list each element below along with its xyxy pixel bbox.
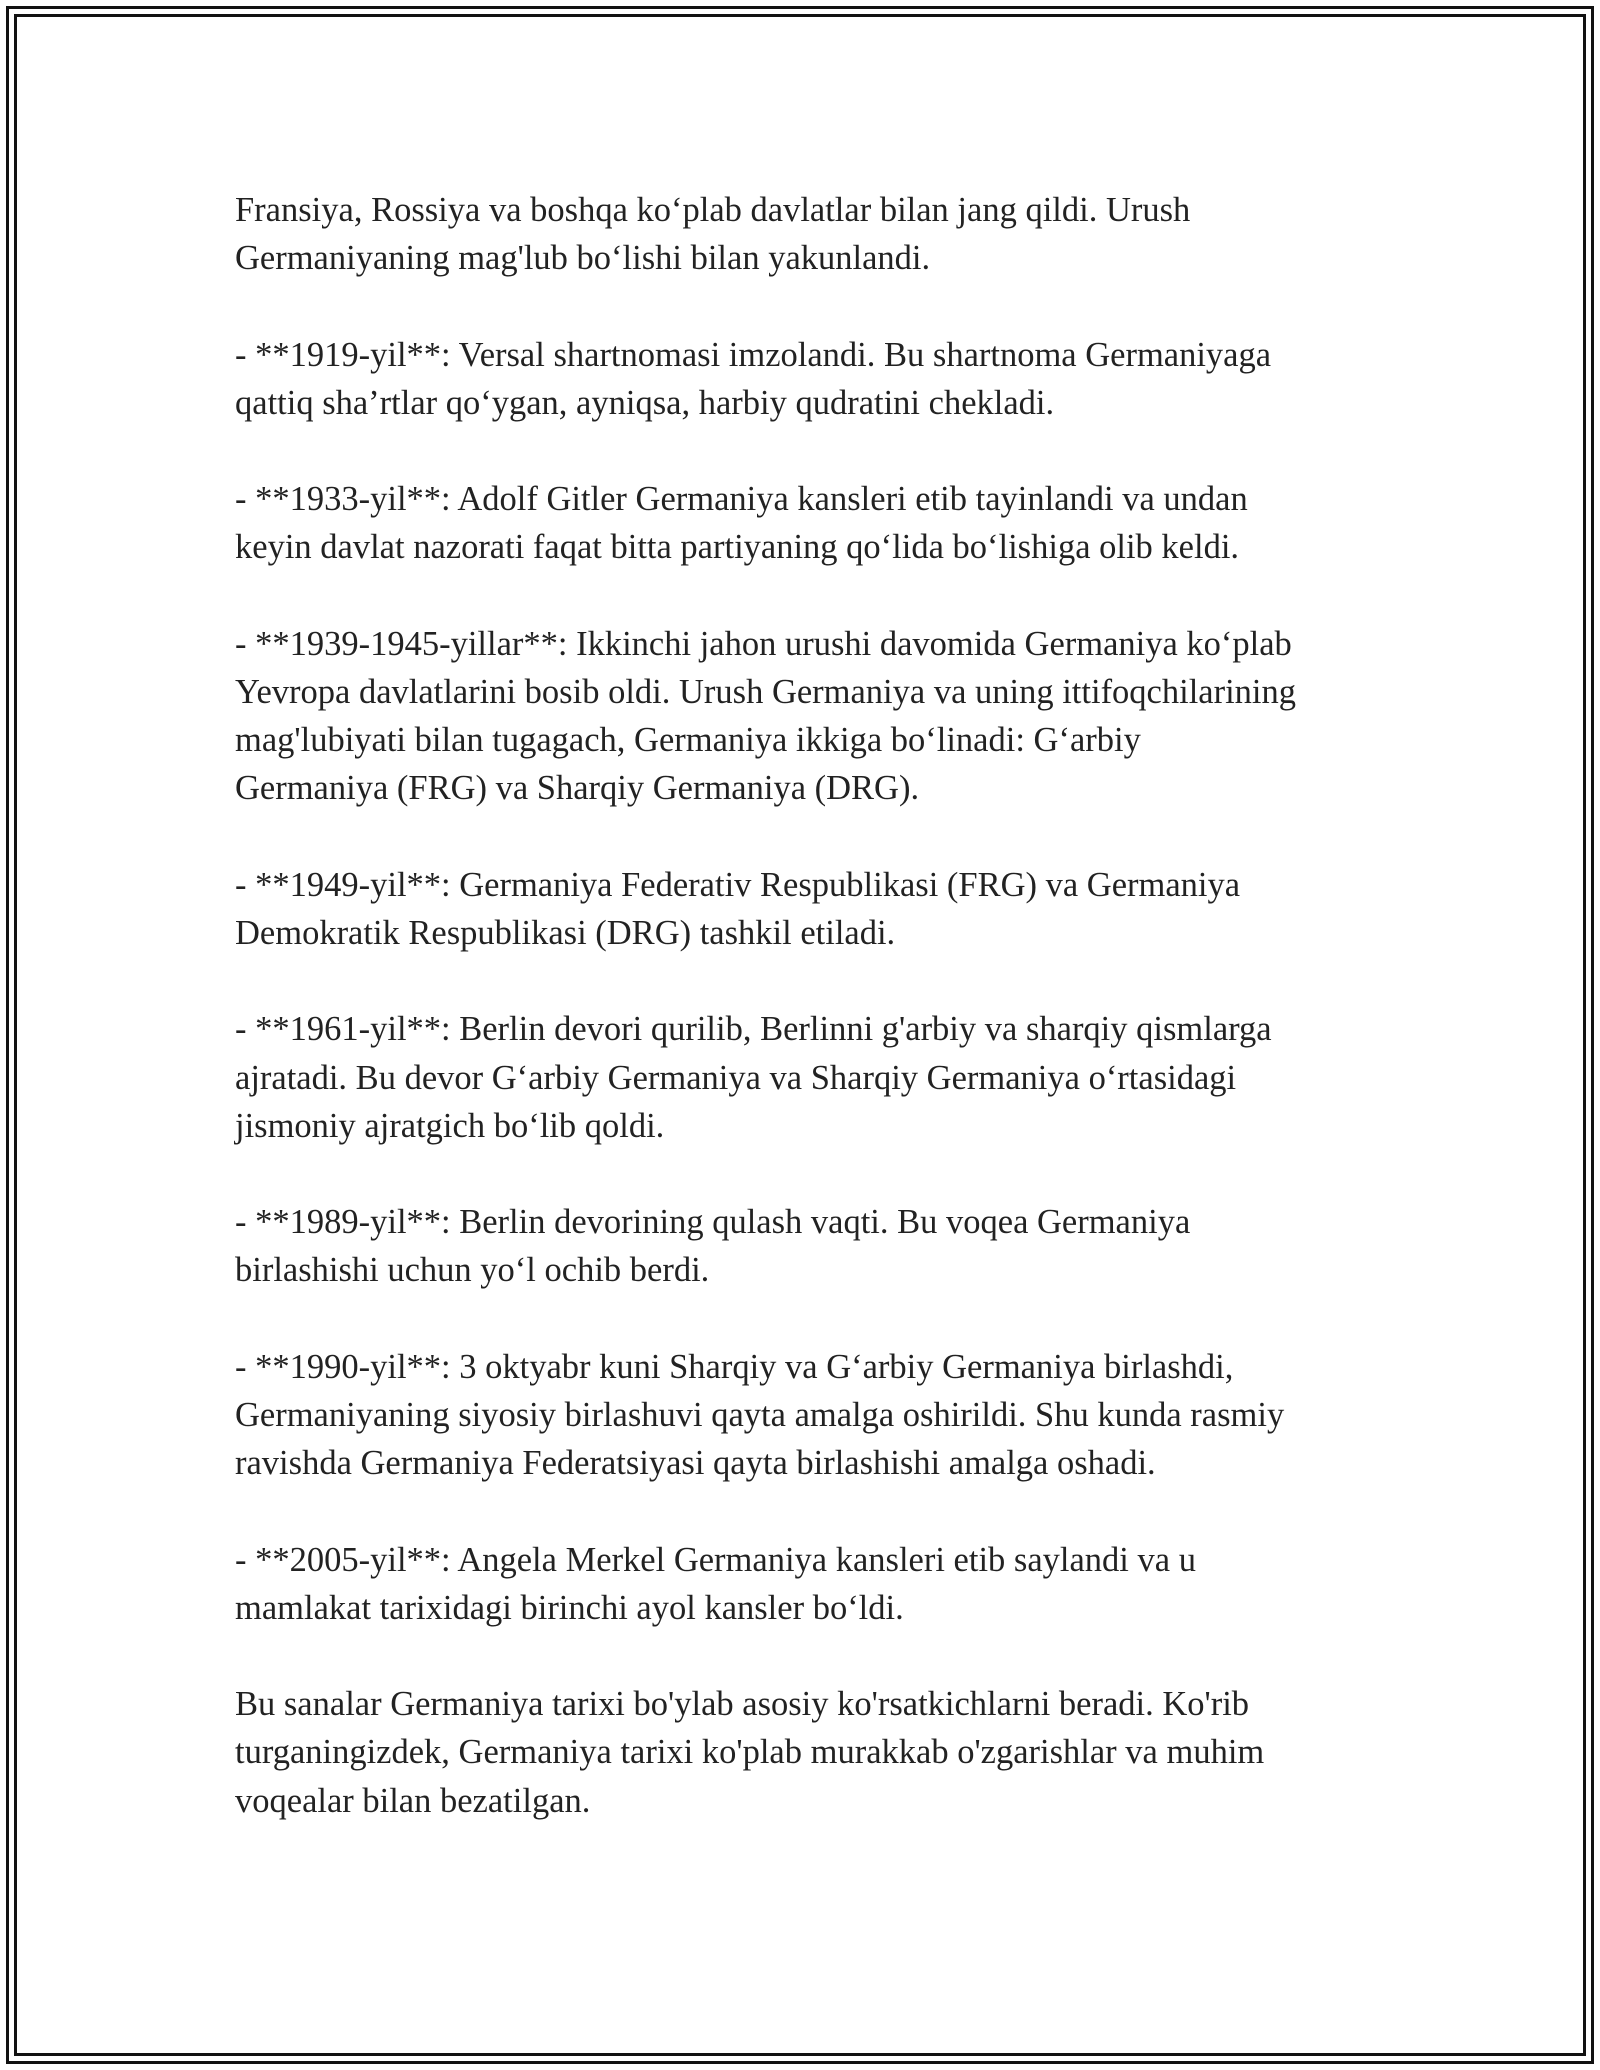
document-body	[235, 186, 1385, 1873]
paragraph-2005: - **2005-yil**: Angela Merkel Germaniya kansleri etib saylandi va u mamlakat tarixidagi birinchi ayol kansler bo‘ldi.	[235, 1540, 1196, 1627]
paragraph-1961: - **1961-yil**: Berlin devori qurilib, Berlinni g'arbiy va sharqiy qismlarga ajratadi. Bu devor G‘arbiy Germaniya va Sharqiy Germaniya o‘rtasidagi jismoniy ajratgich bo‘lib qoldi.	[235, 1010, 1272, 1145]
paragraph-intro: Fransiya, Rossiya va boshqa ko‘plab davlatlar bilan jang qildi. Urush Germaniyaning mag'lub bo‘lishi bilan yakunlandi.	[235, 191, 1191, 278]
paragraph-1939-1945: - **1939-1945-yillar**: Ikkinchi jahon urushi davomida Germaniya ko‘plab Yevropa davlatlarini bosib oldi. Urush Germaniya va uning ittifoqchilarining mag'lubiyati bilan tugagach, Germaniya ikkiga bo‘linadi: G‘arbiy Germaniya (FRG) va Sharqiy Germaniya (DRG).	[235, 624, 1297, 808]
paragraph-1933: - **1933-yil**: Adolf Gitler Germaniya kansleri etib tayinlandi va undan keyin davlat nazorati faqat bitta partiyaning qo‘lida bo‘lishiga olib keldi.	[235, 480, 1248, 567]
paragraph-conclusion: Bu sanalar Germaniya tarixi bo'ylab asosiy ko'rsatkichlarni beradi. Ko'rib turganingizdek, Germaniya tarixi ko'plab murakkab o'zgarishlar va muhim voqealar bilan bezatilgan.	[235, 1685, 1265, 1820]
paragraph-1949: - **1949-yil**: Germaniya Federativ Respublikasi (FRG) va Germaniya Demokratik Respublikasi (DRG) tashkil etiladi.	[235, 865, 1241, 952]
paragraph-1989: - **1989-yil**: Berlin devorining qulash vaqti. Bu voqea Germaniya birlashishi uchun yo‘l ochib berdi.	[235, 1203, 1191, 1290]
paragraph-1919: - **1919-yil**: Versal shartnomasi imzolandi. Bu shartnoma Germaniyaga qattiq sha’rtlar qo‘ygan, ayniqsa, harbiy qudratini chekladi.	[235, 335, 1272, 422]
paragraph-1990: - **1990-yil**: 3 oktyabr kuni Sharqiy va G‘arbiy Germaniya birlashdi, Germaniyaning siyosiy birlashuvi qayta amalga oshirildi. Shu kunda rasmiy ravishda Germaniya Federatsiyasi qayta birlashishi amalga oshadi.	[235, 1347, 1285, 1483]
